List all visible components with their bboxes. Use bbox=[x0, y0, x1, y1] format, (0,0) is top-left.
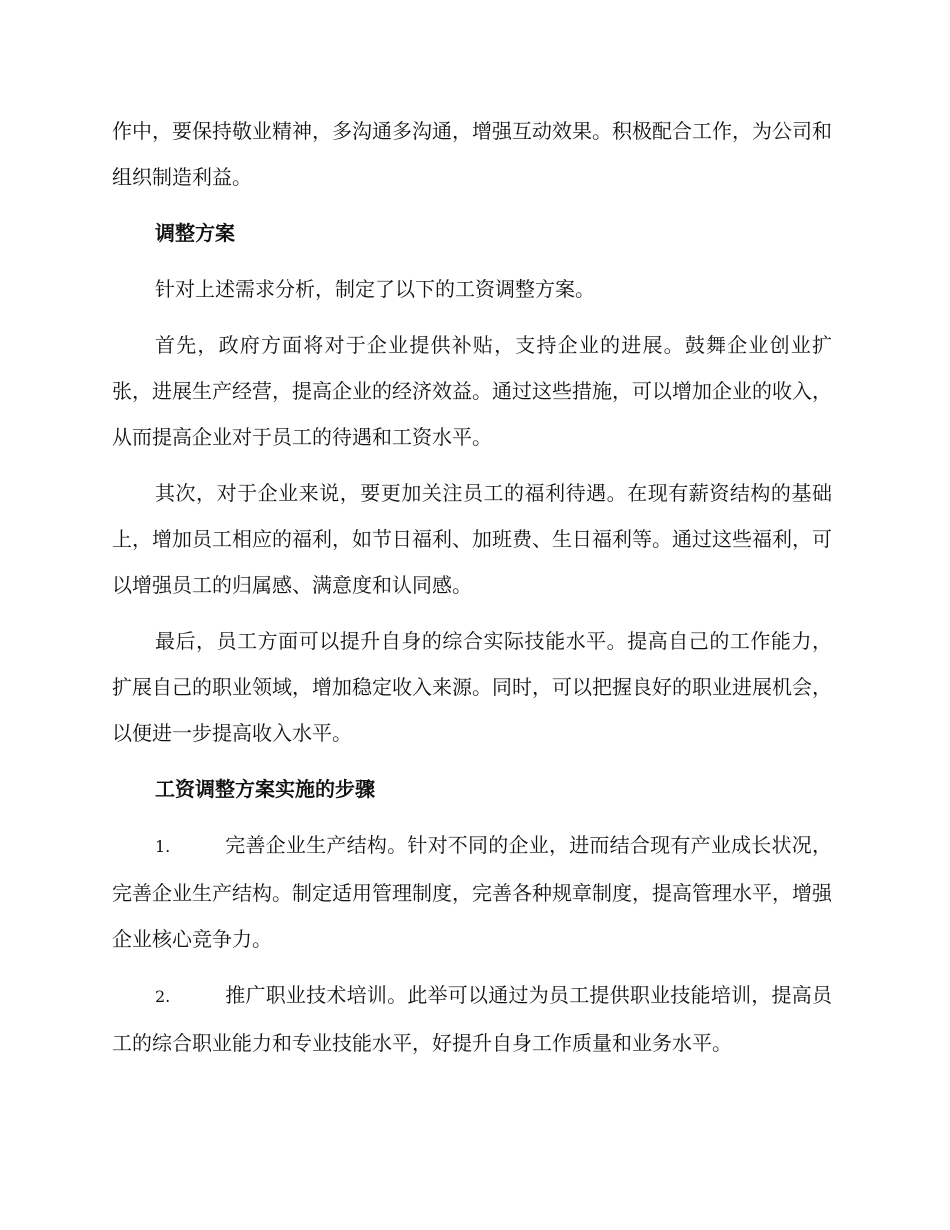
step-item-2 bbox=[112, 972, 832, 1066]
paragraph-second: 其次，对于企业来说，要更加关注员工的福利待遇。在现有薪资结构的基础上，增加员工相应的福利，如节日福利、加班费、生日福利等。通过这些福利，可以增强员工的归属感、满意度和认同感。 bbox=[112, 481, 832, 597]
paragraph-first: 首先，政府方面将对于企业提供补贴，支持企业的进展。鼓舞企业创业扩张，进展生产经营，提高企业的经济效益。通过这些措施，可以增加企业的收入，从而提高企业对于员工的待遇和工资水平。 bbox=[112, 333, 832, 449]
paragraph-last: 最后，员工方面可以提升自身的综合实际技能水平。提高自己的工作能力，扩展自己的职业领域，增加稳定收入来源。同时，可以把握良好的职业进展机会，以便进一步提高收入水平。 bbox=[112, 629, 832, 745]
step-number: 1. bbox=[155, 837, 171, 856]
document-body bbox=[112, 108, 832, 1076]
step-number: 2. bbox=[155, 987, 171, 1006]
paragraph-intro: 针对上述需求分析，制定了以下的工资调整方案。 bbox=[155, 277, 595, 301]
step-item-1 bbox=[112, 822, 832, 962]
paragraph-continuation: 作中，要保持敬业精神，多沟通多沟通，增强互动效果。积极配合工作，为公司和组织制造利益。 bbox=[112, 119, 832, 189]
section-heading-adjustment-plan: 调整方案 bbox=[155, 221, 235, 245]
step-text: 完善企业生产结构。针对不同的企业，进而结合现有产业成长状况，完善企业生产结构。制定适用管理制度，完善各种规章制度，提高管理水平，增强企业核心竞争力。 bbox=[112, 833, 832, 951]
section-heading-implementation-steps: 工资调整方案实施的步骤 bbox=[155, 777, 375, 801]
step-text: 推广职业技术培训。此举可以通过为员工提供职业技能培训，提高员工的综合职业能力和专业技能水平，好提升自身工作质量和业务水平。 bbox=[112, 983, 832, 1055]
